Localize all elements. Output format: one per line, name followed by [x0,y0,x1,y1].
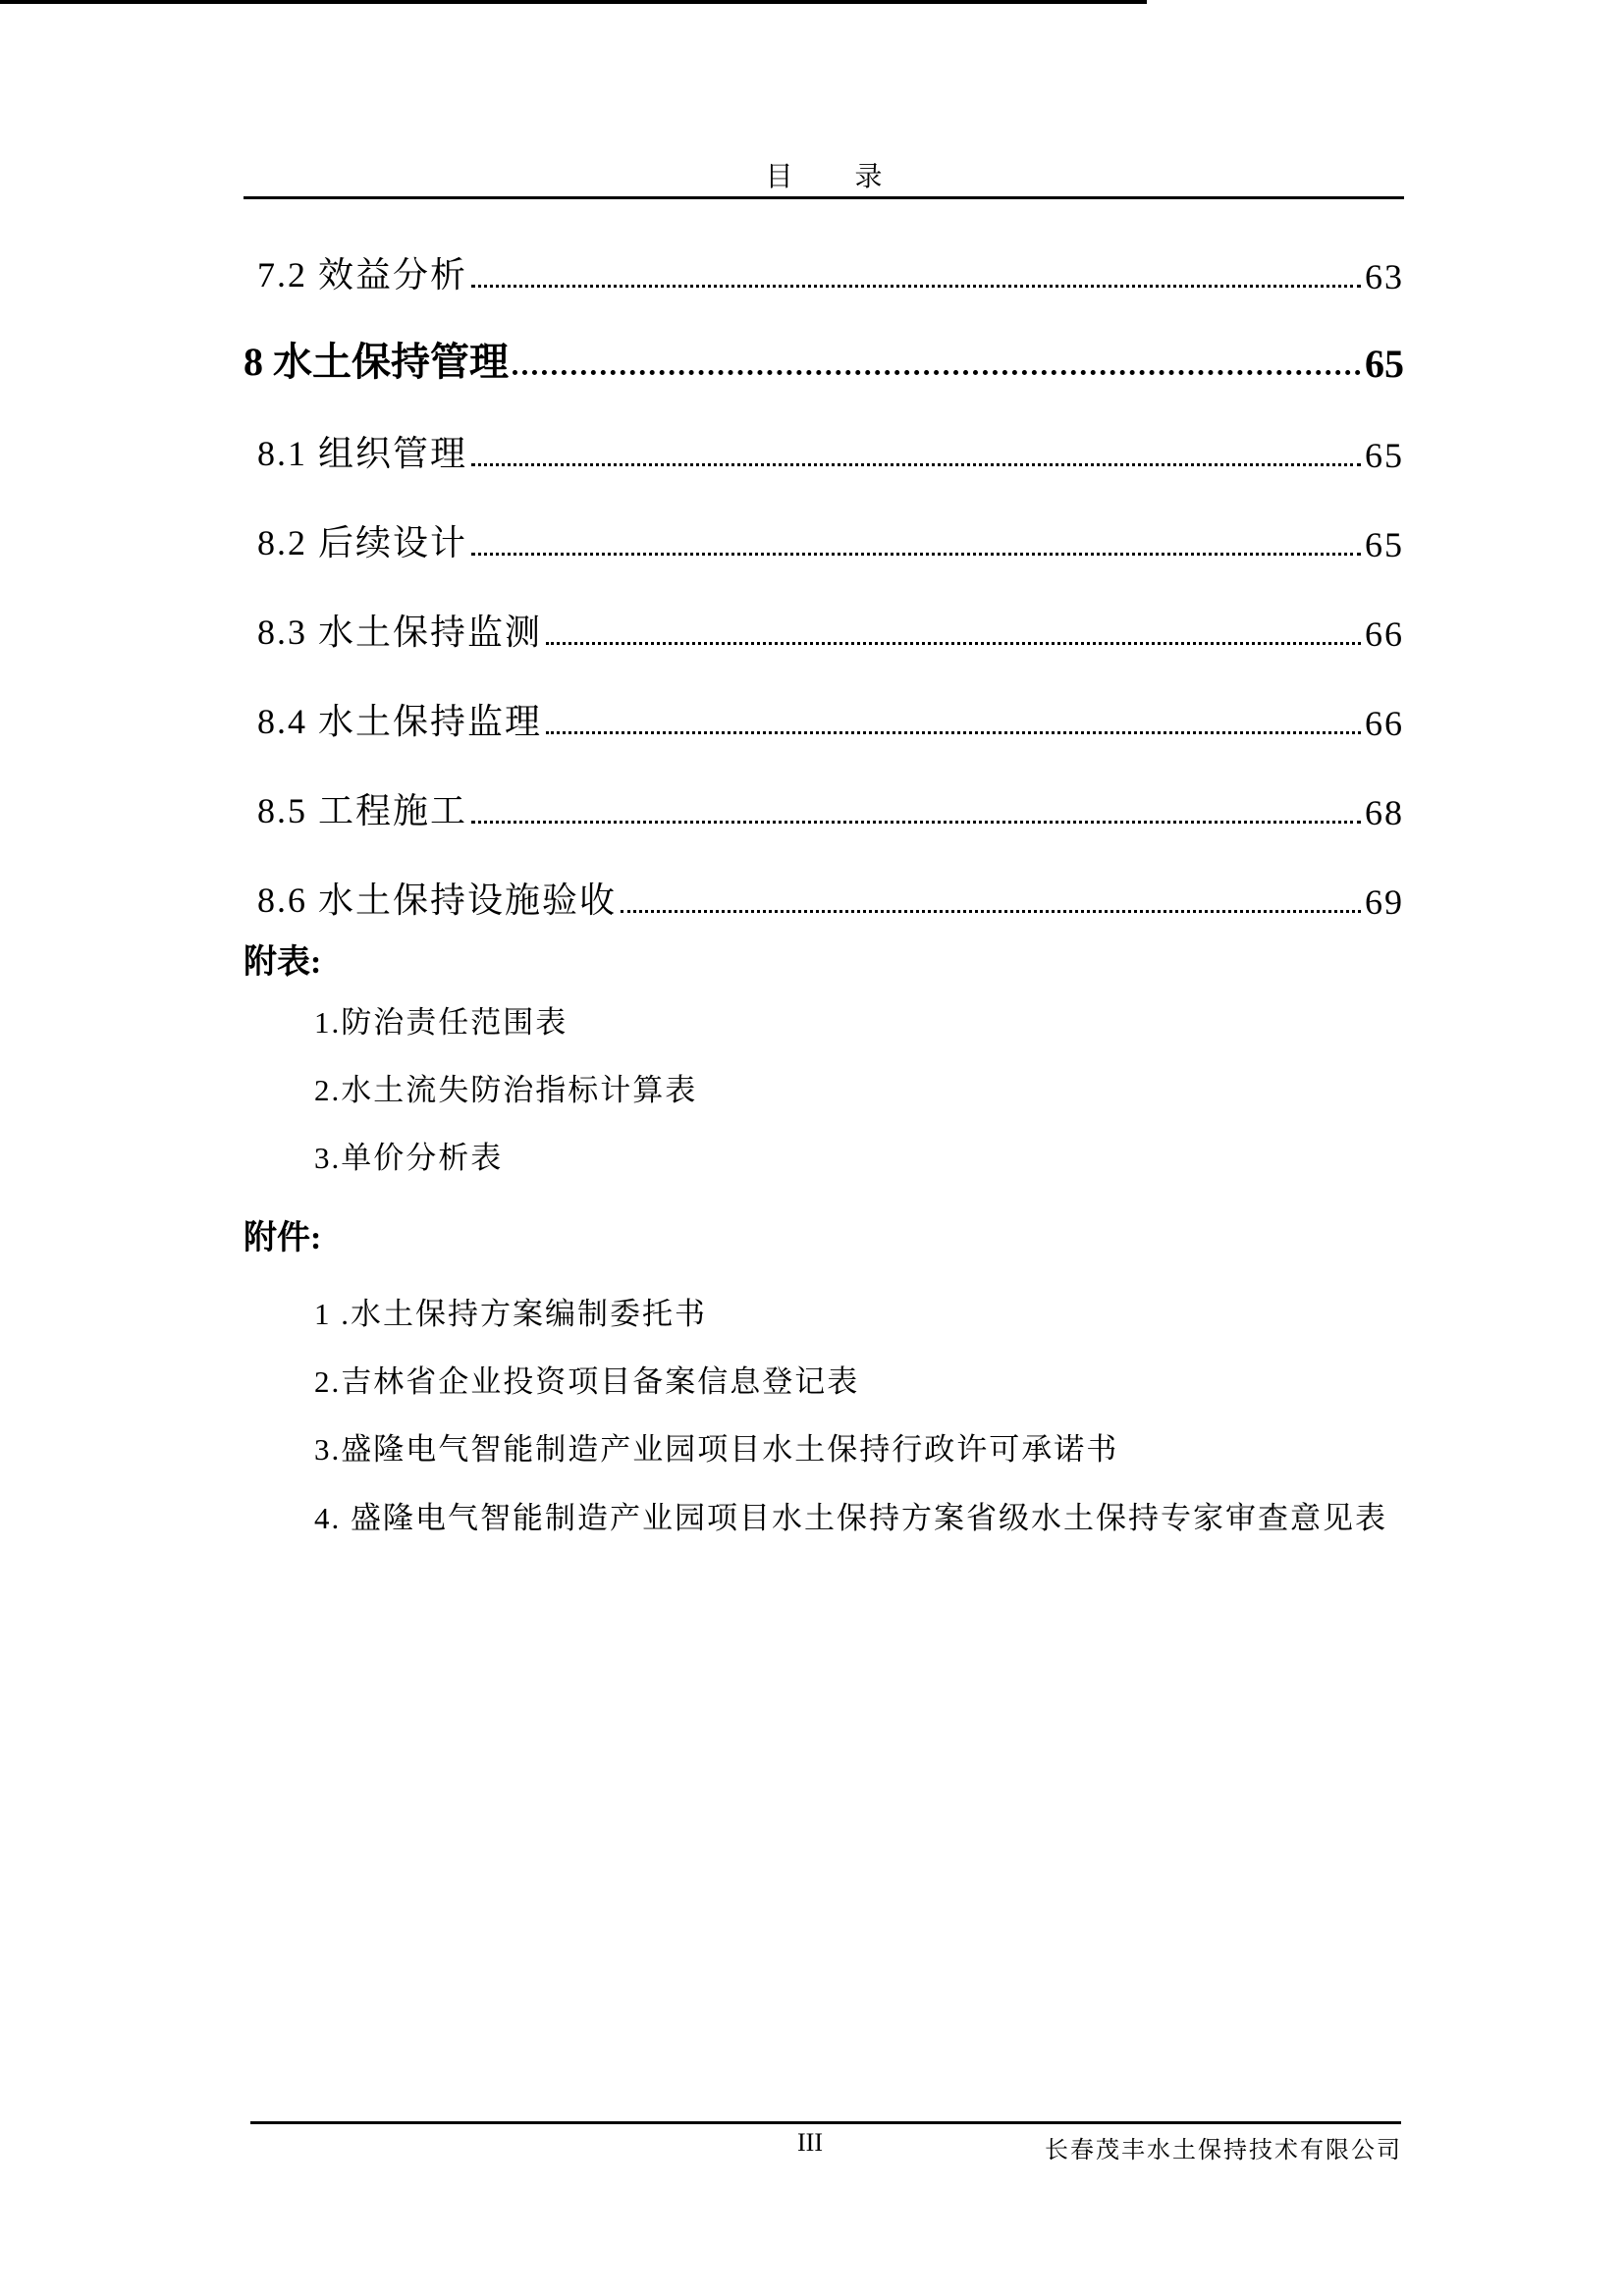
toc-entry-8-3[interactable] [244,565,1404,655]
toc-leader-dots [471,821,1361,824]
footer-company-name: 长春茂丰水土保持技术有限公司 [1045,2138,1402,2163]
toc-leader-dots [546,642,1361,645]
toc-entry-7-2[interactable] [244,208,1404,297]
table-of-contents [244,208,1404,923]
toc-entry-8[interactable] [244,297,1404,387]
toc-entry-8-2[interactable] [244,476,1404,565]
toc-entry-page: 68 [1365,793,1404,832]
toc-leader-dots [513,370,1361,375]
page-header [244,147,1404,199]
attached-table-item: 1.防治责任范围表 [314,1005,568,1040]
toc-entry-8-4[interactable] [244,655,1404,744]
toc-entry-title: 7.2 效益分析 [257,255,468,294]
toc-leader-dots [471,463,1361,466]
toc-entry-title: 8.1 组织管理 [257,434,468,473]
toc-entry-page: 65 [1365,525,1404,564]
page-header-title: 目 录 [765,162,910,192]
toc-entry-8-6[interactable] [244,833,1404,923]
page-footer-rule [250,2121,1401,2124]
toc-leader-dots [546,731,1361,734]
attached-table-item: 3.单价分析表 [314,1141,504,1175]
attached-tables-heading: 附表: [244,944,322,981]
toc-entry-page: 69 [1365,882,1404,922]
toc-entry-title: 8.4 水土保持监理 [257,702,543,741]
toc-leader-dots [471,553,1361,556]
toc-entry-page: 65 [1365,436,1404,475]
toc-entry-title: 8 水土保持管理 [244,340,509,384]
attachment-item: 4. 盛隆电气智能制造产业园项目水土保持方案省级水土保持专家审查意见表 [314,1501,1387,1535]
toc-entry-page: 66 [1365,614,1404,654]
toc-entry-page: 66 [1365,704,1404,743]
top-edge-line [0,0,1147,4]
toc-entry-page: 63 [1365,257,1404,296]
toc-entry-8-5[interactable] [244,744,1404,833]
toc-leader-dots [621,910,1361,913]
toc-entry-8-1[interactable] [244,387,1404,476]
toc-entry-title: 8.6 水土保持设施验收 [257,881,618,920]
attachments-heading: 附件: [244,1220,322,1256]
toc-leader-dots [471,285,1361,288]
attachment-item: 3.盛隆电气智能制造产业园项目水土保持行政许可承诺书 [314,1432,1119,1467]
toc-entry-title: 8.3 水土保持监测 [257,613,543,652]
toc-entry-title: 8.5 工程施工 [257,791,468,830]
toc-entry-page: 65 [1365,342,1404,386]
toc-entry-title: 8.2 后续设计 [257,523,468,562]
attachment-item: 1 .水土保持方案编制委托书 [314,1297,707,1331]
footer-page-number: III [797,2128,823,2157]
attached-table-item: 2.水土流失防治指标计算表 [314,1073,698,1107]
attachment-item: 2.吉林省企业投资项目备案信息登记表 [314,1364,860,1399]
